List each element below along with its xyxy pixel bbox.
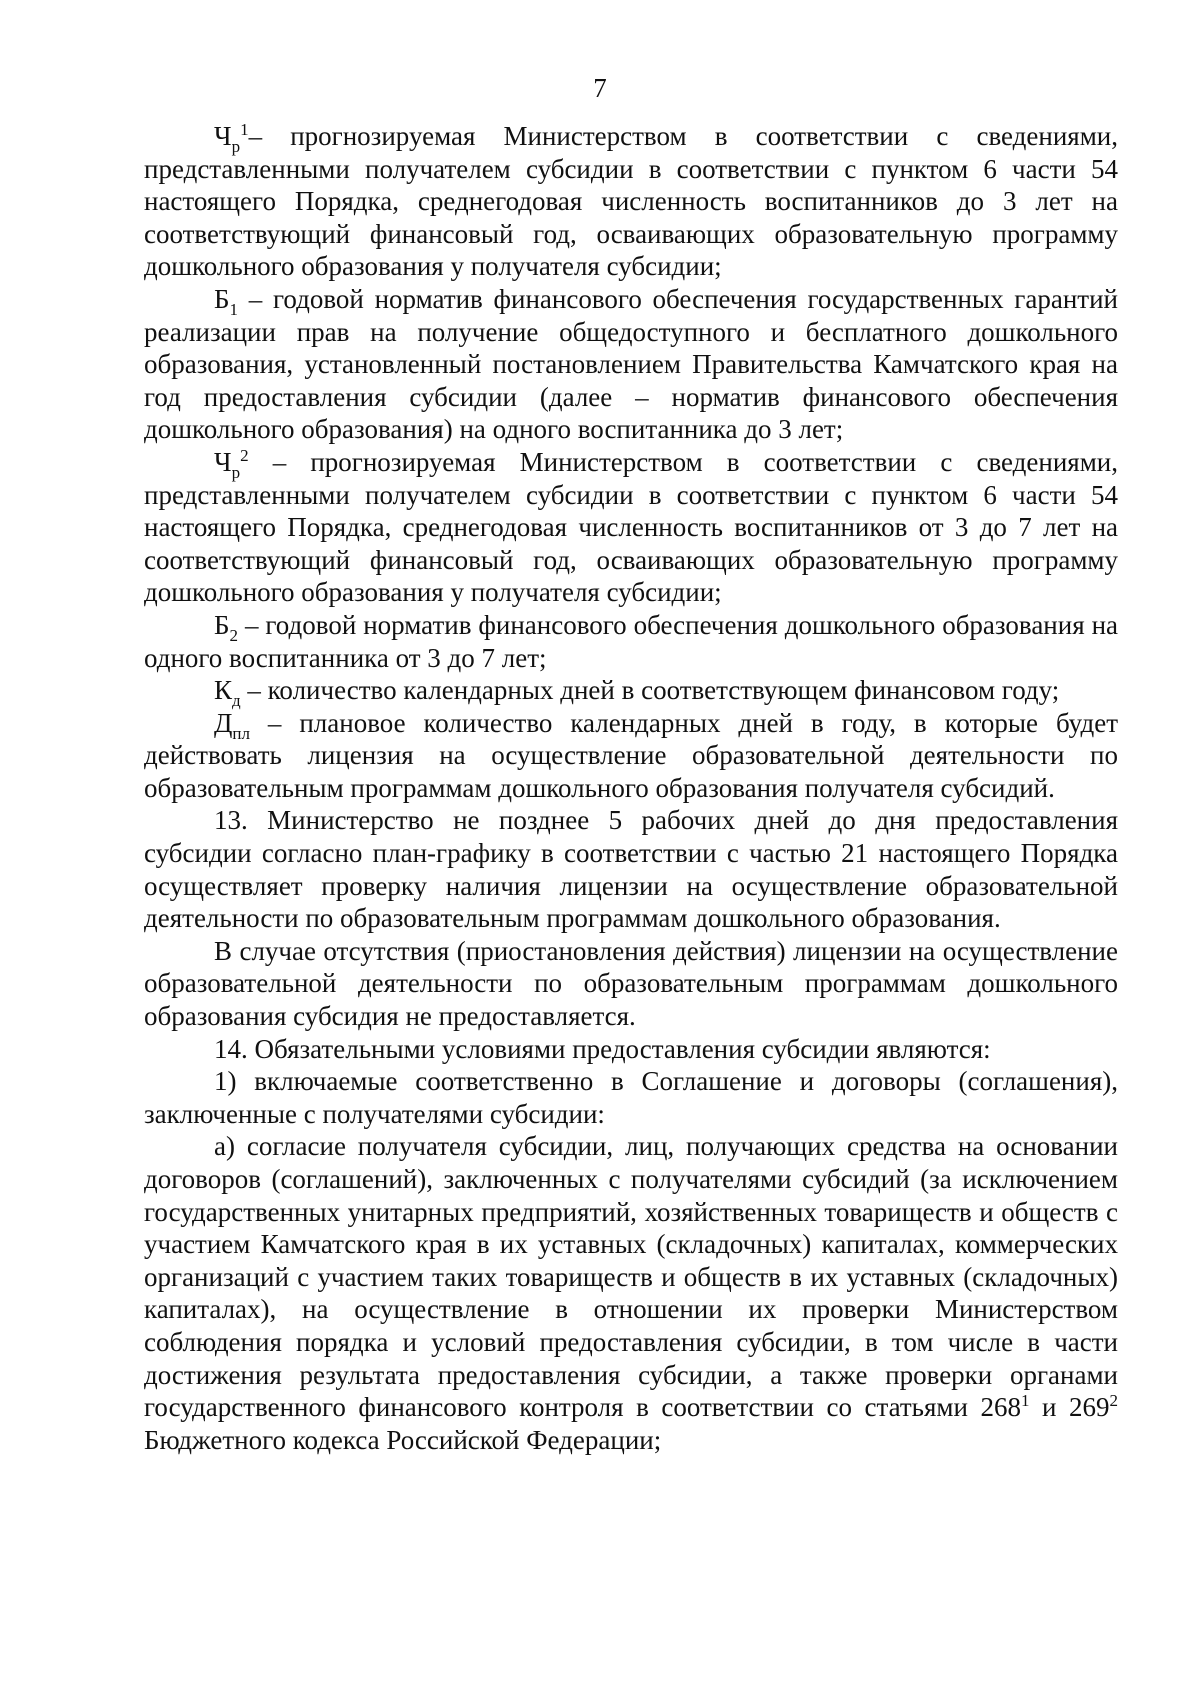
paragraph-14-item-a xyxy=(144,1130,1118,1456)
symbol-subscript: 1 xyxy=(229,299,239,319)
paragraph-14-item-1: 1) включаемые соответственно в Соглашение и договоры (соглашения), заключенные с получателями субсидии: xyxy=(144,1066,1118,1129)
definition-text: – количество календарных дней в соответствующем финансовом году; xyxy=(240,675,1060,706)
page-number: 7 xyxy=(593,73,607,103)
definition-text: – прогнозируемая Министерством в соответствии с сведениями, представленными получателем субсидии в соответствии с пунктом 6 части 54 настоящего Порядка, среднегодовая численность воспитанников от 3 до 7 лет на соответствующий финансовый год, осваивающих образовательную программу дошкольного образования у получателя субсидии; xyxy=(144,446,1118,608)
paragraph-14: 14. Обязательными условиями предоставления субсидии являются: xyxy=(214,1033,991,1064)
item-a-conjunction: и xyxy=(1029,1392,1069,1423)
symbol-subscript: д xyxy=(232,691,241,711)
definition-text: – годовой норматив финансового обеспечения дошкольного образования на одного воспитанника от 3 до 7 лет; xyxy=(144,609,1118,673)
definition-chr1 xyxy=(144,120,1118,283)
definition-chr2 xyxy=(144,446,1118,609)
symbol-subscript: 2 xyxy=(229,625,239,645)
definition-dpl xyxy=(144,707,1118,805)
article-269: 269 xyxy=(1069,1392,1110,1423)
symbol: Ч xyxy=(214,121,232,151)
paragraph-13-note: В случае отсутствия (приостановления действия) лицензии на осуществление образовательной деятельности по образовательным программам дошкольного образования субсидия не предоставляется. xyxy=(144,935,1118,1032)
symbol-subscript: пл xyxy=(232,723,251,743)
definition-text: – годовой норматив финансового обеспечения государственных гарантий реализации прав на получение общедоступного и бесплатного дошкольного образования, установленный постановлением Правительства Камчатского края на год предоставления субсидии (далее – норматив финансового обеспечения дошкольного образования) на одного воспитанника до 3 лет; xyxy=(144,283,1118,445)
symbol-subscript: р xyxy=(231,137,241,156)
symbol: К xyxy=(214,675,233,706)
symbol-superscript: 1 xyxy=(240,120,249,139)
symbol-superscript: 2 xyxy=(240,445,249,465)
symbol: Д xyxy=(214,707,233,738)
definition-text: – прогнозируемая Министерством в соответствии с сведениями, представленными получателем субсидии в соответствии с пунктом 6 части 54 настоящего Порядка, среднегодовая численность воспитанников до 3 лет на соответствующий финансовый год, осваивающих образовательную программу дошкольного образования у получателя субсидии; xyxy=(144,121,1118,282)
definition-kd xyxy=(144,674,1118,711)
paragraph-13: 13. Министерство не позднее 5 рабочих дней до дня предоставления субсидии согласно план-графику в соответствии с частью 21 настоящего Порядка осуществляет проверку наличия лицензии на осуществление образовательной деятельности по образовательным программам дошкольного образования. xyxy=(144,805,1118,934)
symbol-subscript: р xyxy=(231,462,241,482)
definition-text: – плановое количество календарных дней в году, в которые будет действовать лицензия на осуществление образовательной деятельности по образовательным программам дошкольного образования получателя субсидий. xyxy=(144,707,1118,803)
symbol: Б xyxy=(214,609,230,640)
item-a-text: а) согласие получателя субсидии, лиц, получающих средства на основании договоров (соглашений), заключенных с получателями субсидий (за исключением государственных унитарных предприятий, хозяйственных товариществ и обществ с участием Камчатского края в их уставных (складочных) капиталах, коммерческих организаций с участием таких товариществ и обществ в их уставных (складочных) капиталах), на осуществление в отношении их проверки Министерством соблюдения порядка и условий предоставления субсидии, в том числе в части достижения результата предоставления субсидии, а также проверки органами государственного финансового контроля в соответствии со статьями xyxy=(144,1131,1118,1423)
document-body xyxy=(144,120,1118,1456)
definition-b1 xyxy=(144,283,1118,446)
article-268-superscript: 1 xyxy=(1020,1391,1030,1411)
definition-b2 xyxy=(144,609,1118,674)
article-269-superscript: 2 xyxy=(1109,1391,1118,1411)
article-268: 268 xyxy=(980,1392,1021,1423)
symbol: Ч xyxy=(214,446,232,477)
symbol: Б xyxy=(214,283,230,314)
item-a-ending: Бюджетного кодекса Российской Федерации; xyxy=(144,1424,662,1455)
